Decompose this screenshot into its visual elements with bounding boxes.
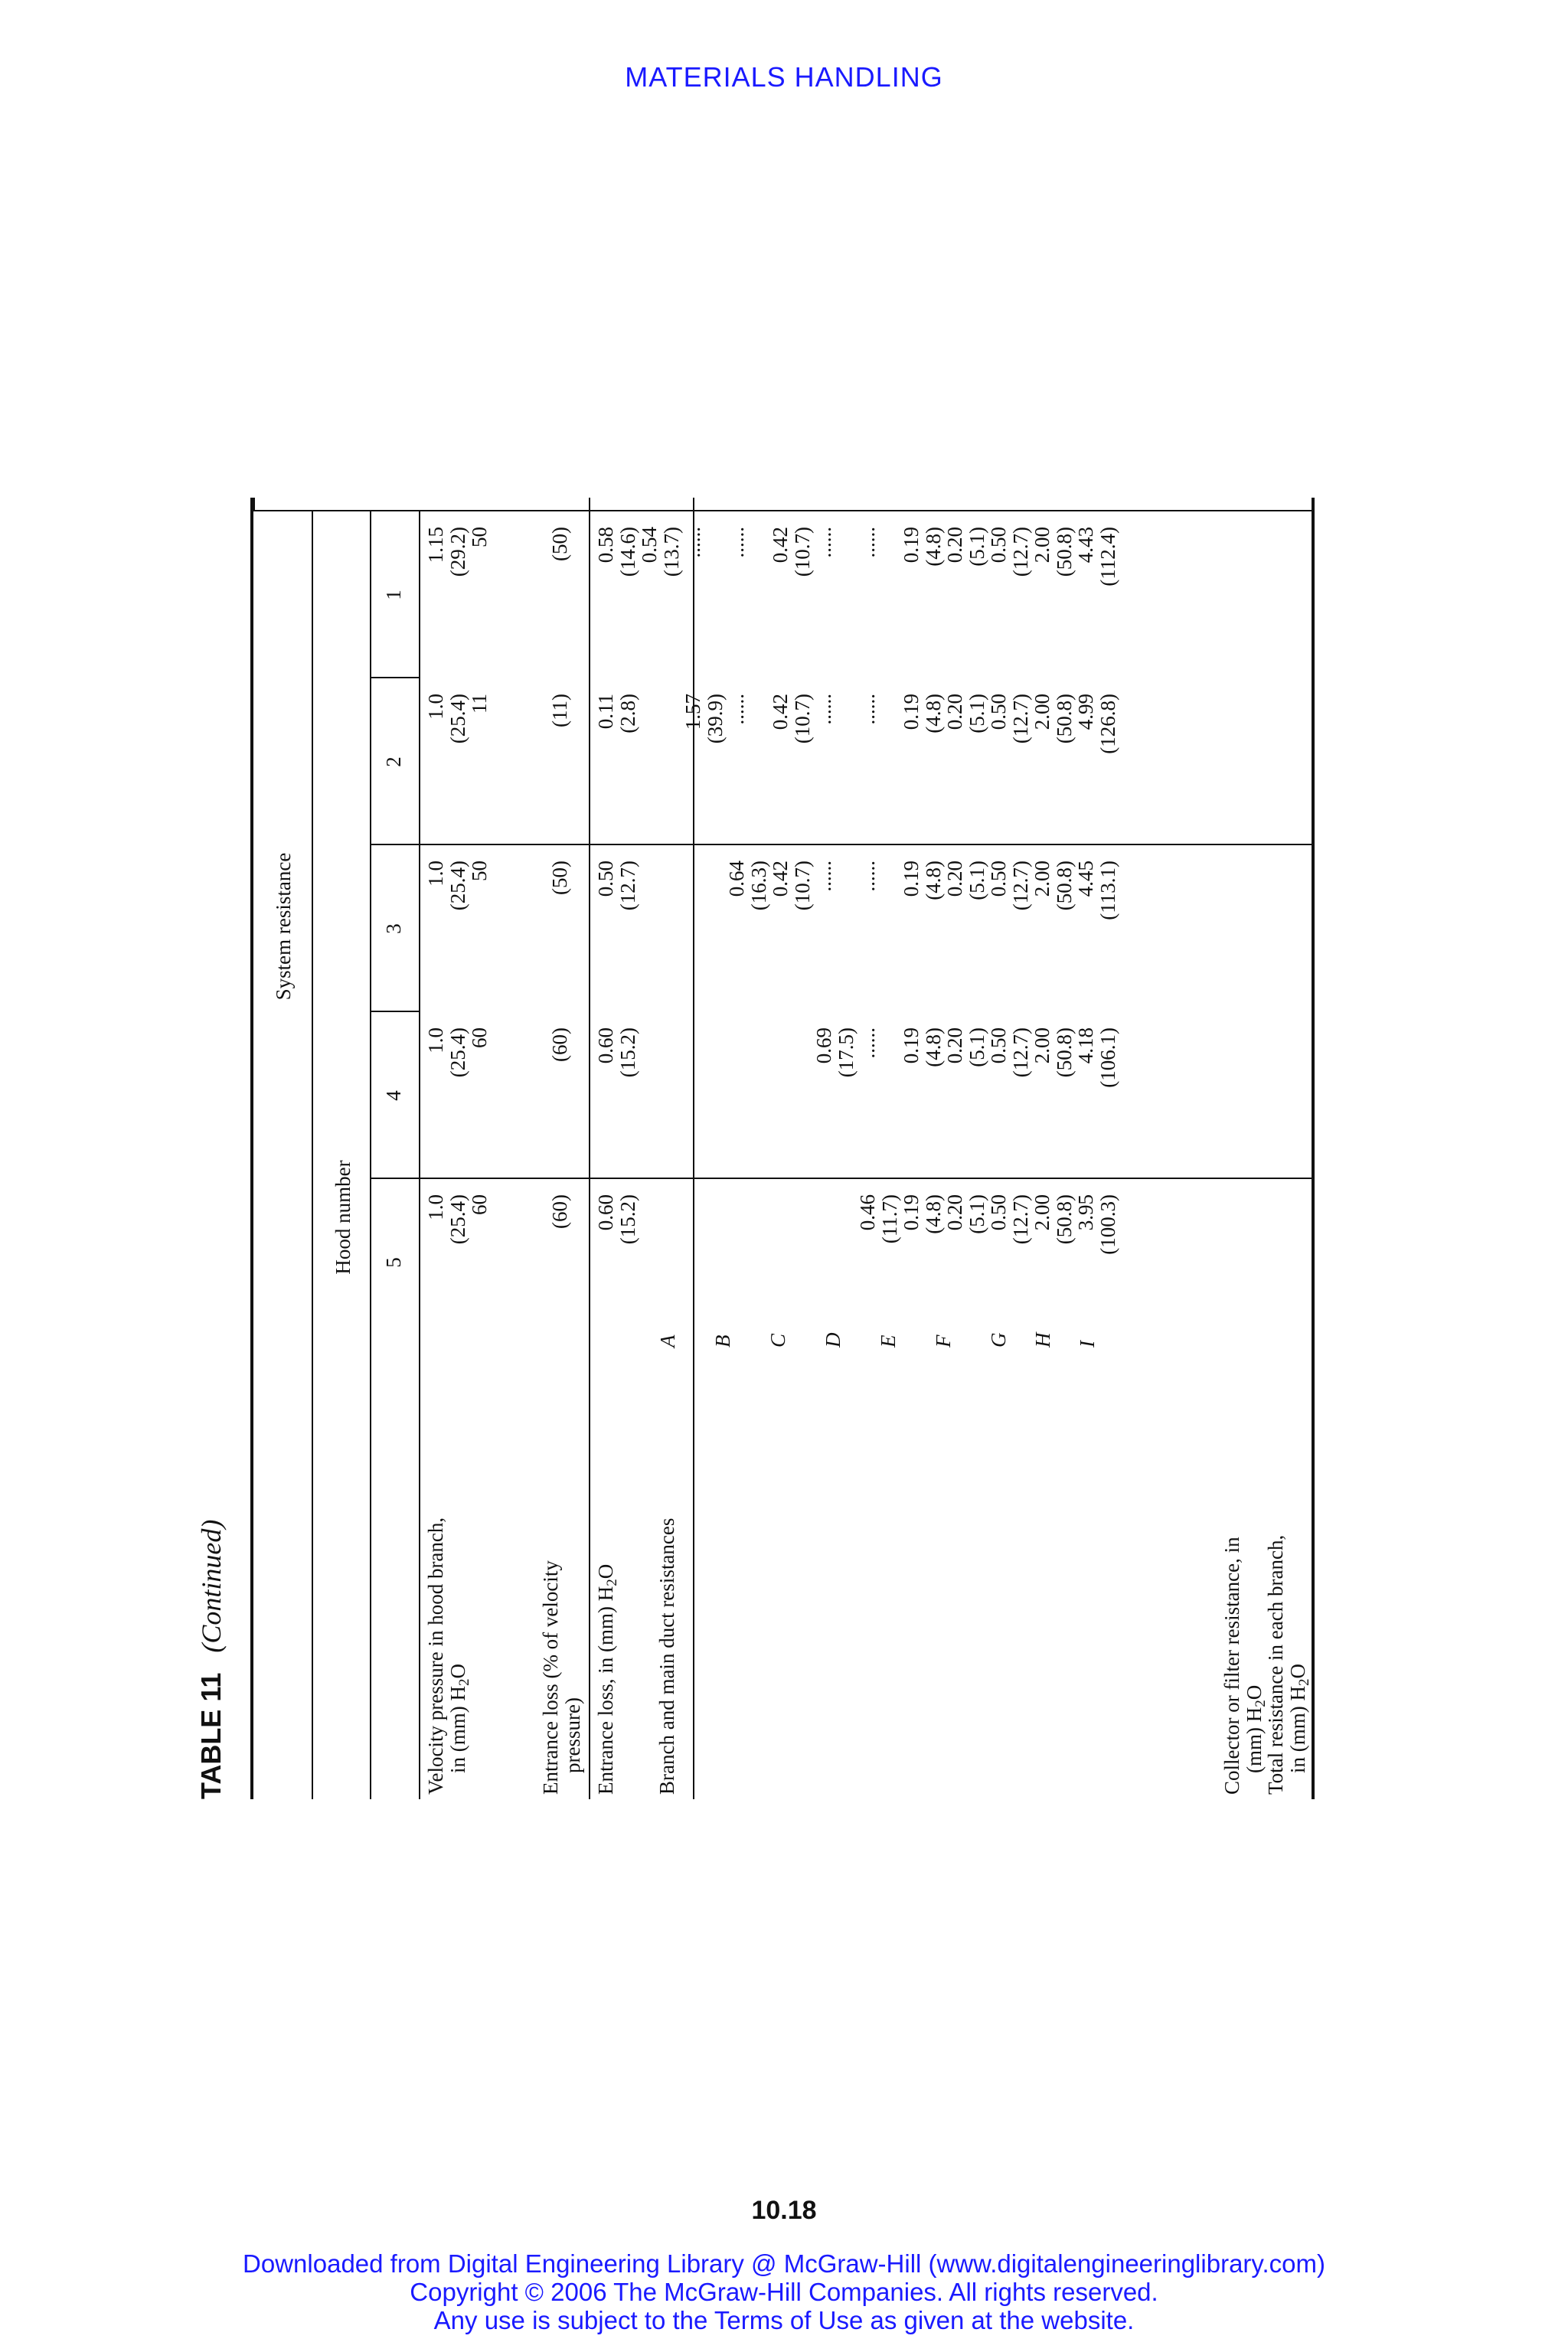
table-cell: (15.2)	[616, 1194, 639, 1245]
page-number: 10.18	[751, 2196, 817, 2225]
table-cell: (25.4)	[446, 1027, 469, 1078]
table-cell: ......	[856, 527, 879, 558]
branch-letter-c: C	[766, 1333, 789, 1348]
table-cell	[879, 861, 901, 1014]
row-label-entrance-loss	[595, 1564, 624, 1795]
row-label-total	[1265, 1535, 1315, 1795]
velocity-cell-1	[425, 527, 491, 680]
velocity-cell-5	[425, 1194, 491, 1348]
table-cell	[769, 1194, 792, 1348]
table-cell: 0.64	[725, 861, 748, 897]
table-cell: 0.50	[987, 1027, 1010, 1064]
table-cell: (17.5)	[834, 1027, 858, 1078]
table-cell: 0.50	[987, 527, 1010, 564]
table-cell: (50.8)	[1052, 694, 1076, 744]
col-div-1	[370, 677, 420, 678]
hood-number-rule	[419, 511, 420, 1799]
table-cell: (126.8)	[1096, 694, 1119, 754]
table-cell: ......	[856, 861, 879, 892]
table-cell: 4.45	[1074, 861, 1097, 897]
table-cell: 0.50	[987, 1194, 1010, 1231]
table-cell: ......	[725, 527, 748, 558]
table-cell: 1.0	[424, 1027, 447, 1054]
row-label-line: Collector or filter resistance, in	[1220, 1537, 1243, 1795]
row-label-line: in (mm) $H_2O$	[446, 1664, 472, 1773]
table-cell: (14.6)	[616, 527, 639, 577]
table-cell: (4.8)	[921, 1194, 945, 1234]
table-cell	[704, 861, 727, 1014]
entrance-rule	[589, 498, 590, 1799]
table-cell: 0.50	[594, 861, 617, 897]
table-cell: 1.0	[424, 861, 447, 887]
table-cell: (25.4)	[446, 1194, 469, 1245]
table-cell: (15.2)	[616, 1027, 639, 1078]
table-cell: 0.20	[943, 1194, 966, 1231]
table-cell: 0.19	[900, 1027, 923, 1064]
row-label-line: Entrance loss, in (mm) $H_2O$	[594, 1563, 620, 1795]
table-cell: 0.20	[943, 1027, 966, 1064]
entrance-pct-cell-2: (11)	[548, 694, 571, 727]
entrance-pct-cell-4: (60)	[548, 1027, 571, 1062]
table-cell: 2.00	[1031, 1027, 1054, 1064]
table-cell	[639, 861, 661, 1014]
sub-header: Hood number	[332, 1160, 354, 1275]
table-cell: (12.7)	[1008, 861, 1032, 911]
table-cell	[879, 527, 901, 680]
col-rule-left	[253, 510, 1313, 511]
table-cell: 50	[468, 861, 491, 881]
group-rule-stub	[253, 498, 255, 511]
table-cell: (5.1)	[965, 861, 988, 900]
table-cell: (100.3)	[1096, 1194, 1119, 1255]
branch-letter-e: E	[877, 1334, 900, 1348]
branch-letter-i: I	[1076, 1341, 1099, 1348]
table-cell: ......	[725, 694, 748, 725]
table-cell: (12.7)	[1008, 1194, 1032, 1245]
velocity-cell-4	[425, 1027, 491, 1181]
row-label-line: Branch and main duct resistances	[655, 1517, 678, 1795]
table-cell: (4.8)	[921, 1027, 945, 1067]
table-cell: 2.00	[1031, 1194, 1054, 1231]
table-cell: (4.8)	[921, 527, 945, 567]
row-label-line: pressure)	[560, 1697, 584, 1773]
table-cell	[813, 1194, 835, 1348]
table-cell	[792, 1027, 814, 1181]
table-cell: (5.1)	[965, 1194, 988, 1234]
table-cell: 0.54	[638, 527, 661, 564]
col-div-3	[370, 1011, 420, 1012]
row-label-line: Entrance loss (% of velocity	[539, 1560, 562, 1795]
table-cell: 0.60	[594, 1027, 617, 1064]
table-cell	[639, 694, 661, 847]
row-label-line: in (mm) $H_2O$	[1285, 1664, 1312, 1773]
table-cell: (5.1)	[965, 527, 988, 567]
table-cell: (39.9)	[703, 694, 727, 744]
table-cell	[639, 1194, 661, 1348]
rotated-table	[195, 498, 1321, 1799]
table-cell: 0.19	[900, 861, 923, 897]
table-cell: (4.8)	[921, 694, 945, 733]
table-cell	[704, 1194, 727, 1348]
duct-cells-3	[595, 861, 1119, 1014]
table-cell: (50.8)	[1052, 1027, 1076, 1078]
entrance-pct-cell-5: (60)	[548, 1194, 571, 1229]
table-cell: ......	[856, 694, 879, 725]
table-cell: 0.60	[594, 1194, 617, 1231]
branch-letter-f: F	[932, 1334, 955, 1348]
table-cell	[682, 1027, 704, 1181]
table-cell: 3.95	[1074, 1194, 1097, 1231]
top-rule	[250, 498, 253, 1799]
table-cell: ......	[856, 1027, 879, 1059]
table-cell: (12.7)	[1008, 694, 1032, 744]
running-header: MATERIALS HANDLING	[625, 61, 943, 93]
velocity-cell-3	[425, 861, 491, 1014]
hood-number-1: 1	[382, 590, 405, 600]
table-cell: (50.8)	[1052, 861, 1076, 911]
table-cell	[682, 1194, 704, 1348]
table-cell	[835, 1194, 858, 1348]
table-cell: (50.8)	[1052, 1194, 1076, 1245]
table-cell	[726, 1027, 748, 1181]
table-cell: (2.8)	[616, 694, 639, 733]
table-cell: 0.20	[943, 527, 966, 564]
hood-number-4: 4	[382, 1090, 405, 1101]
table-cell: 4.18	[1074, 1027, 1097, 1064]
table-cell: 0.69	[812, 1027, 835, 1064]
branch-letter-a: A	[656, 1334, 679, 1348]
hood-header-rule	[370, 511, 371, 1799]
table-cell: 1.15	[424, 527, 447, 564]
table-continued: (Continued)	[196, 1519, 227, 1653]
table-cell: 1.0	[424, 1194, 447, 1220]
branch-letter-b: B	[711, 1334, 734, 1348]
row-label-velocity	[425, 1517, 475, 1795]
duct-cells-4	[595, 1027, 1119, 1181]
row-label-entrance-pct	[540, 1560, 583, 1795]
table-cell	[661, 1194, 683, 1348]
table-cell: 0.50	[987, 861, 1010, 897]
table-cell	[682, 861, 704, 1014]
table-cell	[748, 694, 770, 847]
footer-line-1[interactable]: Downloaded from Digital Engineering Library @ McGraw-Hill (www.digitalengineeringlibrary.com)	[243, 2249, 1325, 2278]
table-cell: (10.7)	[790, 861, 814, 911]
table-cell: 0.42	[769, 527, 792, 564]
table-cell	[704, 1027, 727, 1181]
table-cell: 0.58	[594, 527, 617, 564]
group-header: System resistance	[272, 852, 295, 1001]
table-cell	[639, 1027, 661, 1181]
duct-cells-5	[595, 1194, 1119, 1348]
table-cell: 0.42	[769, 861, 792, 897]
table-cell: (12.7)	[1008, 1027, 1032, 1078]
table-caption	[195, 1520, 227, 1799]
row-label-line: Total resistance in each branch,	[1264, 1534, 1287, 1795]
table-cell: (25.4)	[446, 694, 469, 744]
table-cell: 2.00	[1031, 527, 1054, 564]
table-cell	[835, 861, 858, 1014]
table-cell	[661, 1027, 683, 1181]
table-cell: (112.4)	[1096, 527, 1119, 586]
table-cell: ......	[681, 527, 704, 558]
table-title: TABLE 11	[195, 1672, 227, 1799]
table-cell: (5.1)	[965, 1027, 988, 1067]
table-cell: 0.11	[594, 694, 617, 730]
table-cell: 0.42	[769, 694, 792, 730]
entrance-pct-cell-1: (50)	[548, 527, 571, 561]
hood-number-2: 2	[382, 756, 405, 767]
footer-line-2: Copyright © 2006 The McGraw-Hill Companies. All rights reserved.	[410, 2278, 1158, 2306]
table-cell: 0.46	[856, 1194, 879, 1231]
table-cell: 4.43	[1074, 527, 1097, 564]
table-cell	[661, 861, 683, 1014]
table-cell: 1.0	[424, 694, 447, 720]
table-cell: ......	[812, 694, 835, 725]
table-cell: 60	[468, 1027, 491, 1048]
table-cell: (106.1)	[1096, 1027, 1119, 1088]
table-cell: 50	[468, 527, 491, 547]
table-cell: 2.00	[1031, 694, 1054, 730]
table-cell	[748, 527, 770, 680]
branch-letter-g: G	[987, 1332, 1010, 1348]
footer	[0, 2249, 1568, 2334]
velocity-cell-2	[425, 694, 491, 847]
table-cell: (12.7)	[616, 861, 639, 911]
hood-number-3: 3	[382, 923, 405, 934]
table-cell: ......	[812, 527, 835, 558]
table-cell: (12.7)	[1008, 527, 1032, 577]
table-cell: (13.7)	[659, 527, 683, 577]
table-cell	[704, 527, 727, 680]
table-cell	[835, 694, 858, 847]
table-cell: (50.8)	[1052, 527, 1076, 577]
hood-number-5: 5	[382, 1257, 405, 1268]
table-cell	[748, 1194, 770, 1348]
table-cell: 0.19	[900, 694, 923, 730]
table-cell: 4.99	[1074, 694, 1097, 730]
duct-cells-1	[595, 527, 1119, 680]
table-cell: 0.20	[943, 861, 966, 897]
table-cell: 0.20	[943, 694, 966, 730]
row-label-duct	[656, 1518, 678, 1795]
row-label-line: Velocity pressure in hood branch,	[424, 1517, 447, 1795]
table-cell	[792, 1194, 814, 1348]
table-cell: (10.7)	[790, 694, 814, 744]
branch-letter-h: H	[1031, 1332, 1054, 1348]
table-cell: (4.8)	[921, 861, 945, 900]
table-cell	[879, 694, 901, 847]
table-cell: (10.7)	[790, 527, 814, 577]
table-cell: (11.7)	[877, 1194, 901, 1244]
table-cell: 0.19	[900, 1194, 923, 1231]
table-cell	[879, 1027, 901, 1181]
table-cell: (113.1)	[1096, 861, 1119, 920]
table-cell	[748, 1027, 770, 1181]
table-cell: (29.2)	[446, 527, 469, 577]
table-cell: 1.57	[681, 694, 704, 730]
table-cell	[835, 527, 858, 680]
footer-line-3: Any use is subject to the Terms of Use as given at the website.	[433, 2306, 1135, 2334]
table-cell: (16.3)	[746, 861, 770, 911]
entrance-pct-cell-3: (50)	[548, 861, 571, 895]
branch-letter-d: D	[822, 1332, 844, 1348]
table-cell	[726, 1194, 748, 1348]
duct-cells-2	[595, 694, 1119, 847]
table-cell: 2.00	[1031, 861, 1054, 897]
table-cell: 0.19	[900, 527, 923, 564]
table-cell	[661, 694, 683, 847]
table-cell: 60	[468, 1194, 491, 1215]
table-cell	[769, 1027, 792, 1181]
table-cell: ......	[812, 861, 835, 892]
row-label-line: (mm) $H_2O$	[1242, 1684, 1269, 1773]
group-rule	[312, 511, 313, 1799]
table-cell: (5.1)	[965, 694, 988, 733]
table-cell: 11	[468, 694, 491, 714]
table-cell: (25.4)	[446, 861, 469, 911]
table-cell: 0.50	[987, 694, 1010, 730]
